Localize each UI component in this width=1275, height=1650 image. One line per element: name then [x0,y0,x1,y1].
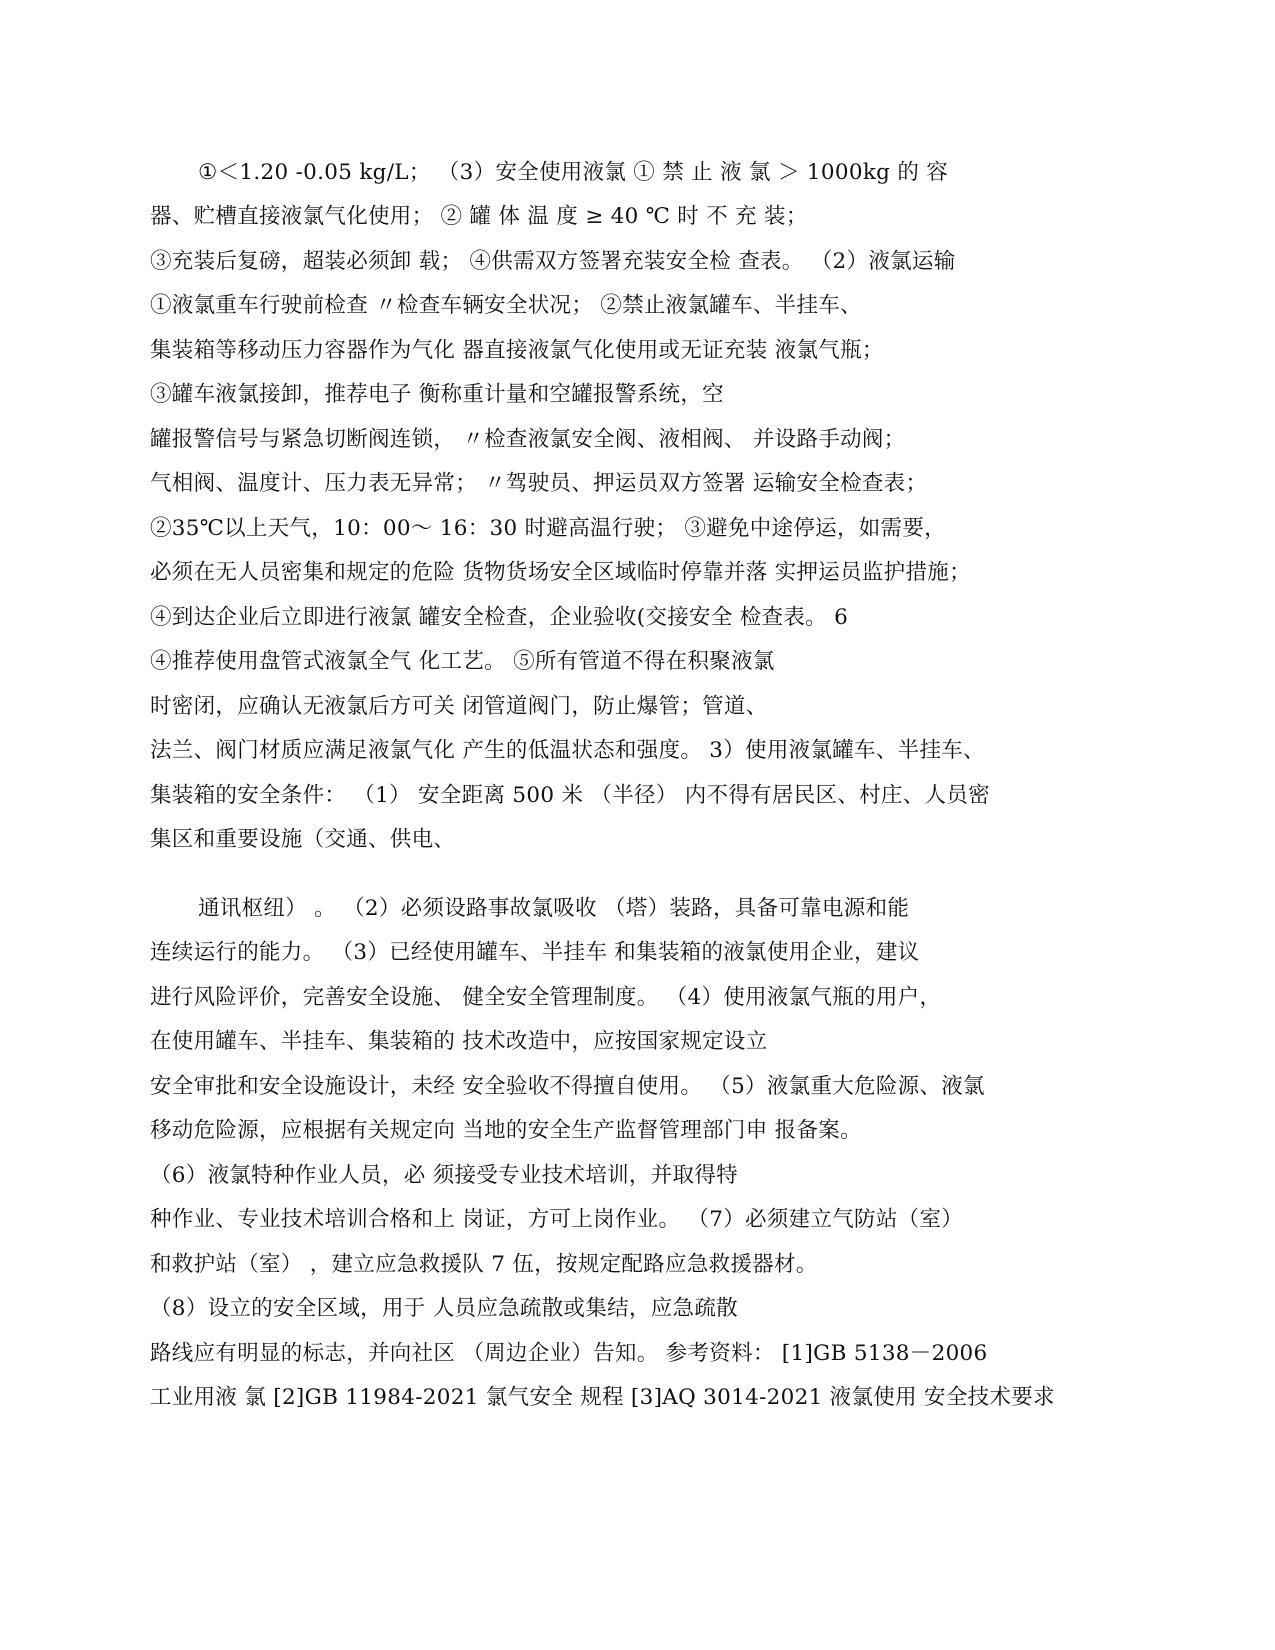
text-line: 路线应有明显的标志，并向社区 （周边企业）告知。 参考资料： [1]GB 5138－2006 [150,1341,988,1366]
text-line: 工业用液 氯 [2]GB 11984-2021 氯气安全 规程 [3]AQ 3014-2021 液氯使用 安全技术要求 [150,1385,1055,1410]
text-line: ①＜1.20 -0.05 kg/L； （3）安全使用液氯 ① 禁 止 液 氯 ＞ 1000kg 的 容 [198,160,949,185]
text-line: ③罐车液氯接卸，推荐电子 衡称重计量和空罐报警系统，空 [150,382,724,407]
text-line: 移动危险源，应根据有关规定向 当地的安全生产监督管理部门申 报备案。 [150,1118,862,1143]
text-line: 集装箱的安全条件： （1） 安全距离 500 米 （半径） 内不得有居民区、村庄、人员密 [150,783,990,808]
text-line: 连续运行的能力。 （3）已经使用罐车、半挂车 和集装箱的液氯使用企业，建议 [150,940,920,965]
text-line: （6）液氯特种作业人员，必 须接受专业技术培训，并取得特 [150,1163,738,1188]
text-line: 必须在无人员密集和规定的危险 货物货场安全区域临时停靠并落 实押运员监护措施； [150,560,971,585]
text-line: 气相阀、温度计、压力表无异常； 〃驾驶员、押运员双方签署 运输安全检查表； [150,471,928,496]
text-line: 安全审批和安全设施设计，未经 安全验收不得擅自使用。 （5）液氯重大危险源、液氯 [150,1074,985,1099]
text-line: 时密闭，应确认无液氯后方可关 闭管道阀门，防止爆管；管道、 [150,694,768,719]
text-line: 和救护站（室） ，建立应急救援队 7 伍，按规定配路应急救援器材。 [150,1252,818,1277]
text-line: 罐报警信号与紧急切断阀连锁， 〃检查液氯安全阀、液相阀、 并设路手动阀； [150,427,906,452]
text-line: 集区和重要设施（交通、供电、 [150,827,456,852]
text-line: 通讯枢纽） 。 （2）必须设路事故氯吸收 （塔）装路，具备可靠电源和能 [198,896,910,921]
text-line: ③充装后复磅，超装必须卸 载； ④供需双方签署充装安全检 查表。 （2）液氯运输 [150,249,956,274]
text-line: 种作业、专业技术培训合格和上 岗证，方可上岗作业。 （7）必须建立气防站（室） [150,1207,964,1232]
text-line: ④推荐使用盘管式液氯全气 化工艺。 ⑤所有管道不得在积聚液氯 [150,649,775,674]
text-line: （8）设立的安全区域，用于 人员应急疏散或集结，应急疏散 [150,1296,738,1321]
text-line: 在使用罐车、半挂车、集装箱的 技术改造中，应按国家规定设立 [150,1029,768,1054]
text-line: 器、贮槽直接液氯气化使用； ② 罐 体 温 度 ≥ 40 ℃ 时 不 充 装； [150,204,808,229]
text-line: 集装箱等移动压力容器作为气化 器直接液氯气化使用或无证充装 液氯气瓶； [150,338,884,363]
text-line: ②35℃以上天气，10：00～ 16：30 时避高温行驶； ③避免中途停运，如需要， [150,516,946,541]
text-line: ①液氯重车行驶前检查 〃检查车辆安全状况； ②禁止液氯罐车、半挂车、 [150,293,862,318]
text-line: 进行风险评价，完善安全设施、 健全安全管理制度。 （4）使用液氯气瓶的用户， [150,985,942,1010]
text-line: 法兰、阀门材质应满足液氯气化 产生的低温状态和强度。 3）使用液氯罐车、半挂车、 [150,738,985,763]
text-line: ④到达企业后立即进行液氯 罐安全检查，企业验收(交接安全 检查表。 6 [150,605,849,630]
